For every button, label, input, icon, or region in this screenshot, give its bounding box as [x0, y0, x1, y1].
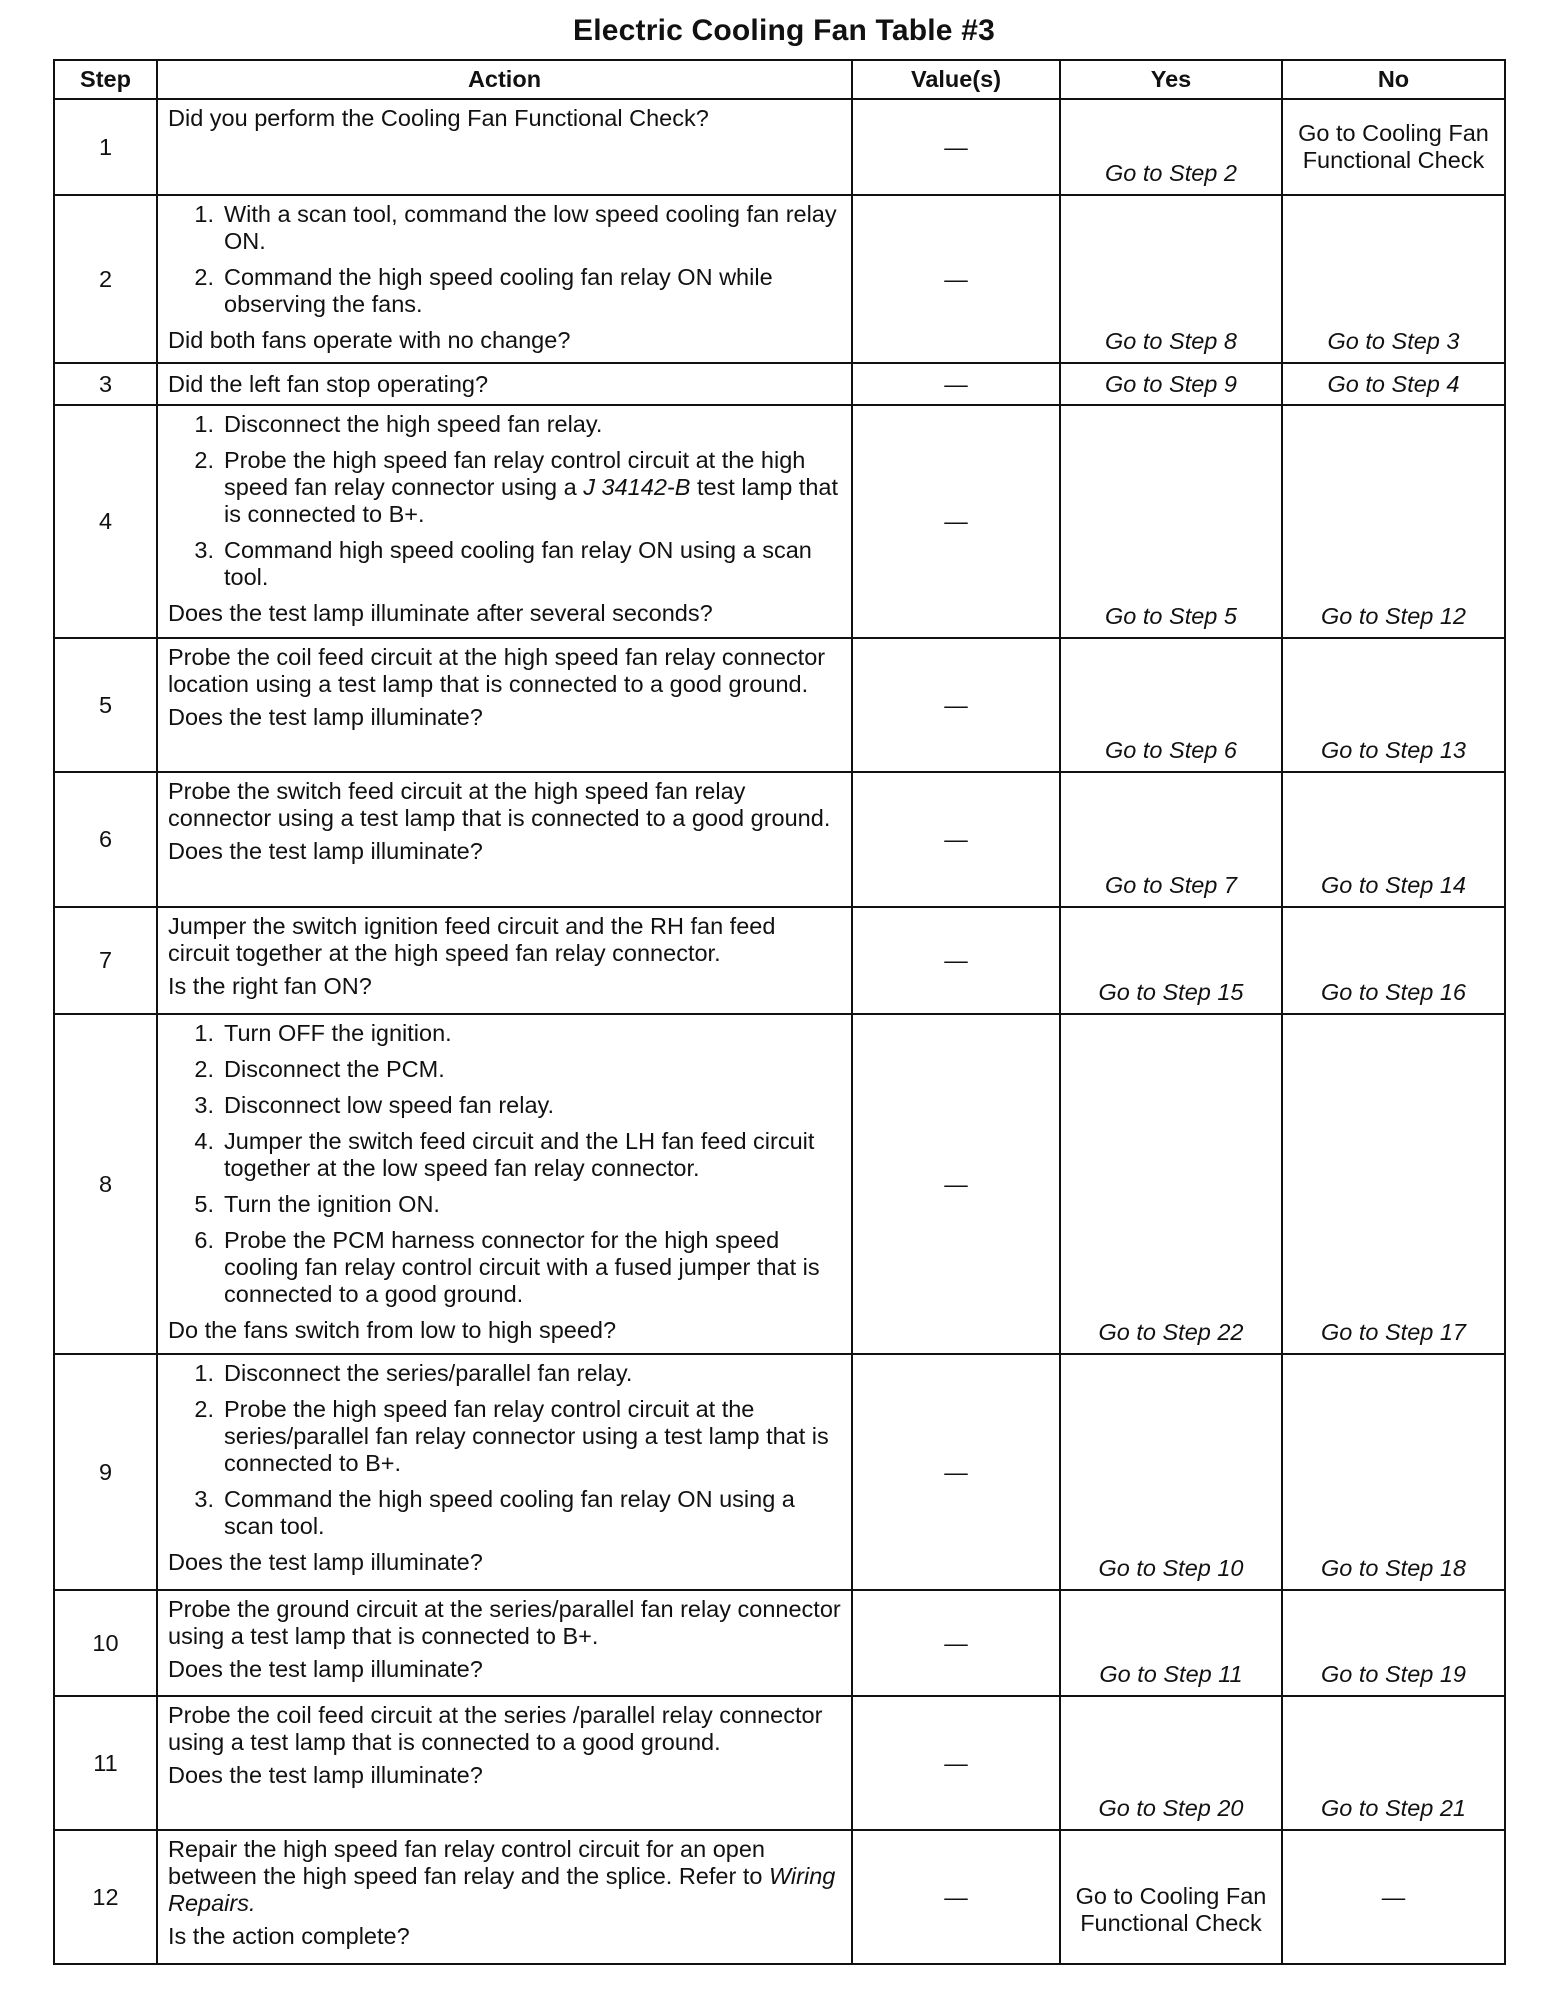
- no-cell: —: [1282, 1830, 1505, 1964]
- table-row: [54, 1354, 1505, 1590]
- action-question: Did the left fan stop operating?: [168, 370, 489, 397]
- action-cell: [157, 195, 852, 363]
- page-title: Electric Cooling Fan Table #3: [572, 14, 995, 47]
- cooling-fan-table: [53, 59, 1506, 1965]
- action-substep: 1. Turn OFF the ignition.: [194, 1020, 452, 1046]
- step-number: 12: [54, 1830, 157, 1964]
- no-cell: Go to Step 17: [1282, 1014, 1505, 1354]
- table-row: [54, 195, 1505, 363]
- no-cell: Go to Step 4: [1282, 363, 1505, 405]
- no-cell: Go to Step 16: [1282, 907, 1505, 1014]
- step-number: 2: [54, 195, 157, 363]
- table-row: [54, 772, 1505, 907]
- step-number: 5: [54, 638, 157, 772]
- yes-cell: Go to Step 8: [1060, 195, 1282, 363]
- value-cell: —: [852, 1354, 1060, 1590]
- action-text: Probe the ground circuit at the series/parallel fan relay connector using a test lamp that is connected to B+.: [168, 1596, 841, 1649]
- value-cell: —: [852, 907, 1060, 1014]
- action-question: Does the test lamp illuminate after several seconds?: [168, 600, 713, 626]
- action-cell: [157, 1590, 852, 1696]
- value-cell: —: [852, 1696, 1060, 1830]
- action-question: Does the test lamp illuminate?: [168, 1656, 483, 1682]
- value-cell: —: [852, 772, 1060, 907]
- yes-cell: Go to Step 11: [1060, 1590, 1282, 1696]
- action-substep: 1. With a scan tool, command the low speed cooling fan relay ON.: [194, 201, 837, 254]
- table-row: [54, 638, 1505, 772]
- action-question: Is the right fan ON?: [168, 973, 372, 999]
- action-substep: 4. Jumper the switch feed circuit and the LH fan feed circuit together at the low speed fan relay connector.: [194, 1128, 815, 1181]
- no-cell: Go to Cooling Fan Functional Check: [1282, 99, 1505, 195]
- action-substep: 2. Disconnect the PCM.: [194, 1056, 445, 1082]
- table-header-row: [54, 60, 1505, 99]
- action-substep: 2. Probe the high speed fan relay control circuit at the series/parallel fan relay connector using a test lamp that is connected to B+.: [194, 1396, 829, 1476]
- no-cell: Go to Step 3: [1282, 195, 1505, 363]
- action-cell: [157, 1696, 852, 1830]
- no-cell: Go to Step 12: [1282, 405, 1505, 638]
- header-yes: Yes: [1060, 60, 1282, 99]
- no-cell: Go to Step 21: [1282, 1696, 1505, 1830]
- header-no: No: [1282, 60, 1505, 99]
- table-row: [54, 1590, 1505, 1696]
- step-number: 8: [54, 1014, 157, 1354]
- step-number: 1: [54, 99, 157, 195]
- header-action: Action: [157, 60, 852, 99]
- yes-cell: Go to Step 2: [1060, 99, 1282, 195]
- action-question: Does the test lamp illuminate?: [168, 838, 483, 864]
- action-cell: [157, 1354, 852, 1590]
- yes-cell: Go to Cooling Fan Functional Check: [1060, 1830, 1282, 1964]
- action-text: Probe the coil feed circuit at the series /parallel relay connector using a test lamp that is connected to a good ground.: [168, 1702, 823, 1755]
- yes-cell: Go to Step 20: [1060, 1696, 1282, 1830]
- action-substep: 2. Probe the high speed fan relay control circuit at the high speed fan relay connector using a J 34142-B test lamp that is connected to B+.: [194, 447, 839, 527]
- action-question: Is the action complete?: [168, 1923, 410, 1949]
- value-cell: —: [852, 195, 1060, 363]
- action-text: Probe the coil feed circuit at the high speed fan relay connector location using a test lamp that is connected to a good ground.: [168, 644, 826, 697]
- yes-cell: Go to Step 6: [1060, 638, 1282, 772]
- reference-link-text: Wiring Repairs.: [168, 1863, 836, 1916]
- action-cell: [157, 363, 852, 405]
- table-row: [54, 405, 1505, 638]
- action-question: Did both fans operate with no change?: [168, 327, 571, 353]
- action-substep: 6. Probe the PCM harness connector for the high speed cooling fan relay control circuit with a fused jumper that is connected to a good ground.: [194, 1227, 820, 1307]
- step-number: 10: [54, 1590, 157, 1696]
- action-substep: 1. Disconnect the high speed fan relay.: [194, 411, 603, 437]
- action-text: Probe the switch feed circuit at the high speed fan relay connector using a test lamp that is connected to a good ground.: [168, 778, 831, 831]
- step-number: 4: [54, 405, 157, 638]
- action-question: Does the test lamp illuminate?: [168, 704, 483, 730]
- no-cell: Go to Step 13: [1282, 638, 1505, 772]
- action-question: Do the fans switch from low to high speed?: [168, 1317, 617, 1343]
- value-cell: —: [852, 363, 1060, 405]
- no-cell: Go to Step 19: [1282, 1590, 1505, 1696]
- yes-cell: Go to Step 15: [1060, 907, 1282, 1014]
- header-step: Step: [54, 60, 157, 99]
- action-substep: 3. Disconnect low speed fan relay.: [194, 1092, 555, 1118]
- table-row: [54, 363, 1505, 405]
- yes-cell: Go to Step 10: [1060, 1354, 1282, 1590]
- table-row: [54, 907, 1505, 1014]
- yes-cell: Go to Step 9: [1060, 363, 1282, 405]
- action-cell: [157, 99, 852, 195]
- action-substep: 3. Command the high speed cooling fan relay ON using a scan tool.: [194, 1486, 795, 1539]
- value-cell: —: [852, 1590, 1060, 1696]
- table-row: [54, 1696, 1505, 1830]
- no-cell: Go to Step 18: [1282, 1354, 1505, 1590]
- step-number: 9: [54, 1354, 157, 1590]
- step-number: 11: [54, 1696, 157, 1830]
- value-cell: —: [852, 405, 1060, 638]
- action-substep: 2. Command the high speed cooling fan relay ON while observing the fans.: [194, 264, 773, 317]
- step-number: 3: [54, 363, 157, 405]
- value-cell: —: [852, 1830, 1060, 1964]
- tool-reference: J 34142-B: [583, 474, 691, 500]
- action-cell: [157, 638, 852, 772]
- action-cell: [157, 1830, 852, 1964]
- action-question: Did you perform the Cooling Fan Functional Check?: [168, 105, 709, 131]
- action-text: Jumper the switch ignition feed circuit and the RH fan feed circuit together at the high speed fan relay connector.: [168, 913, 776, 966]
- action-substep: 5. Turn the ignition ON.: [194, 1191, 440, 1217]
- action-cell: [157, 1014, 852, 1354]
- table-row: [54, 1014, 1505, 1354]
- action-text: Repair the high speed fan relay control circuit for an open between the high speed fan relay and the splice. Refer to Wiring Repairs.: [168, 1836, 836, 1916]
- yes-cell: Go to Step 5: [1060, 405, 1282, 638]
- action-question: Does the test lamp illuminate?: [168, 1549, 483, 1575]
- action-substep: 3. Command high speed cooling fan relay ON using a scan tool.: [194, 537, 812, 590]
- step-number: 7: [54, 907, 157, 1014]
- action-substep: 1. Disconnect the series/parallel fan relay.: [194, 1360, 633, 1386]
- header-values: Value(s): [852, 60, 1060, 99]
- yes-cell: Go to Step 7: [1060, 772, 1282, 907]
- action-question: Does the test lamp illuminate?: [168, 1762, 483, 1788]
- step-number: 6: [54, 772, 157, 907]
- no-cell: Go to Step 14: [1282, 772, 1505, 907]
- action-cell: [157, 907, 852, 1014]
- action-cell: [157, 772, 852, 907]
- action-cell: [157, 405, 852, 638]
- value-cell: —: [852, 1014, 1060, 1354]
- table-row: [54, 1830, 1505, 1964]
- value-cell: —: [852, 99, 1060, 195]
- value-cell: —: [852, 638, 1060, 772]
- table-row: [54, 99, 1505, 195]
- yes-cell: Go to Step 22: [1060, 1014, 1282, 1354]
